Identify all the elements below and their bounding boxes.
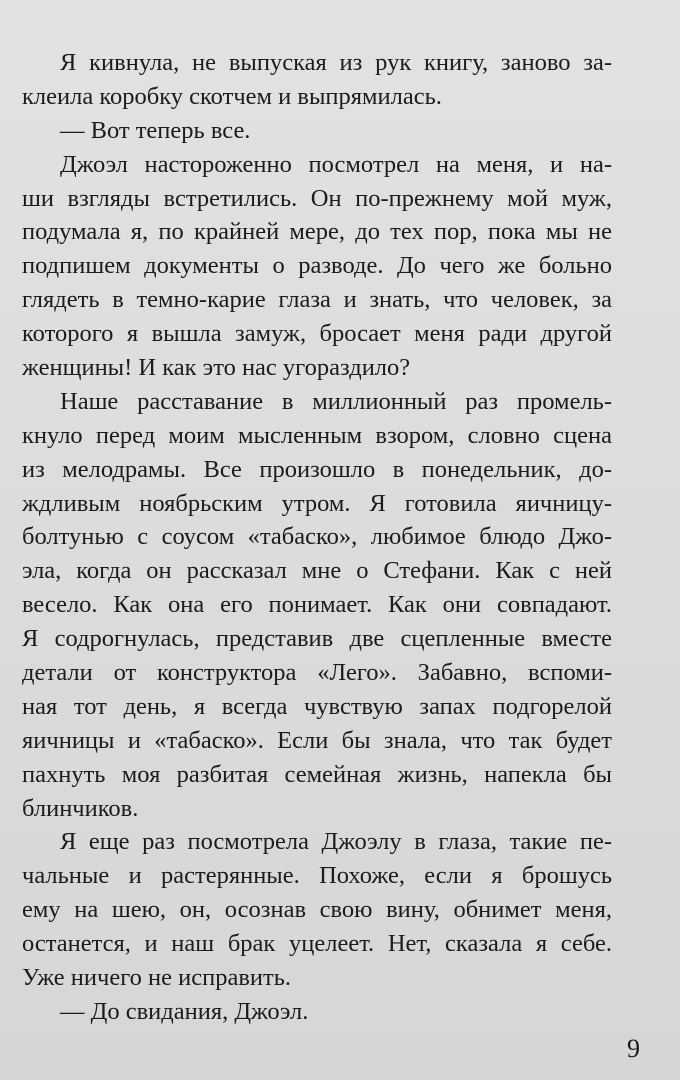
text-line: кнуло перед моим мысленным взором, словно сцена	[22, 421, 612, 449]
text-line: подпишем документы о разводе. До чего же больно	[22, 252, 612, 280]
text-line: ши взгляды встретились. Он по-прежнему мой муж,	[22, 184, 612, 212]
text-line: чальные и растерянные. Похоже, если я брошусь	[22, 862, 612, 890]
text-line: клеила коробку скотчем и выпрямилась.	[22, 82, 442, 110]
text-line: блинчиков.	[22, 794, 139, 822]
text-line: Наше расставание в миллионный раз промель-	[60, 387, 612, 415]
page-number: 9	[627, 1034, 640, 1063]
text-line: детали от конструктора «Лего». Забавно, вспоми-	[22, 659, 612, 687]
text-line: Уже ничего не исправить.	[22, 964, 292, 992]
text-line: болтунью с соусом «табаско», любимое блюдо Джо-	[22, 523, 612, 551]
text-line: весело. Как она его понимает. Как они совпадают.	[22, 591, 612, 619]
text-line: подумала я, по крайней мере, до тех пор, пока мы не	[22, 218, 612, 246]
text-line: Я еще раз посмотрела Джоэлу в глаза, такие пе-	[60, 828, 612, 856]
text-line: которого я вышла замуж, бросает меня ради другой	[22, 320, 612, 348]
text-line: из мелодрамы. Все произошло в понедельник, до-	[22, 455, 612, 483]
book-page-text	[22, 46, 612, 1029]
text-line: глядеть в темно-карие глаза и знать, что человек, за	[22, 286, 612, 314]
text-line: — До свидания, Джоэл.	[60, 997, 309, 1025]
text-line: яичницы и «табаско». Если бы знала, что так будет	[22, 726, 612, 754]
text-line: Я кивнула, не выпуская из рук книгу, заново за-	[60, 49, 612, 76]
text-line: эла, когда он рассказал мне о Стефани. Как с ней	[22, 557, 612, 585]
text-line: Джоэл настороженно посмотрел на меня, и на-	[60, 150, 612, 178]
text-line: ная тот день, я всегда чувствую запах подгорелой	[22, 692, 612, 720]
text-line: — Вот теперь все.	[60, 116, 251, 144]
text-line: Я содрогнулась, представив две сцепленные вместе	[22, 625, 612, 653]
text-line: ему на шею, он, осознав свою вину, обнимет меня,	[22, 896, 612, 924]
text-line: пахнуть моя разбитая семейная жизнь, напекла бы	[22, 760, 612, 788]
text-line: останется, и наш брак уцелеет. Нет, сказала я себе.	[22, 930, 612, 958]
text-line: ждливым ноябрьским утром. Я готовила яичницу-	[22, 489, 612, 517]
text-line: женщины! И как это нас угораздило?	[22, 354, 411, 382]
